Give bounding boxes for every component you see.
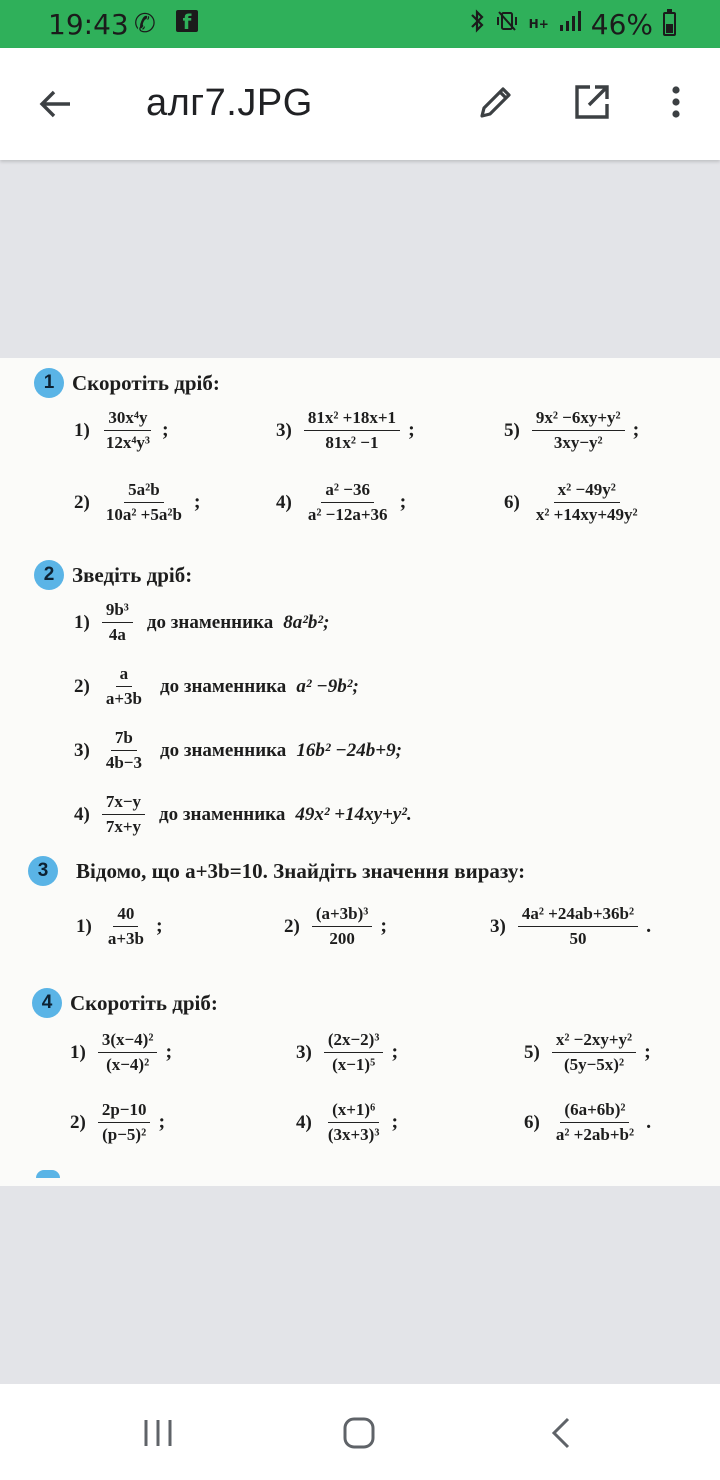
punctuation: ; — [644, 1041, 651, 1063]
task-1-item — [276, 408, 415, 453]
numerator: (6a+6b)² — [560, 1100, 629, 1123]
more-vert-icon[interactable] — [662, 80, 690, 124]
back-arrow-icon[interactable] — [34, 82, 78, 126]
punctuation: ; — [391, 1041, 399, 1063]
item-label: 4) — [296, 1111, 312, 1133]
punctuation: . — [646, 1111, 652, 1133]
denominator: (5y−5x)² — [563, 1055, 625, 1074]
denominator: a+3b — [107, 929, 144, 948]
task-4-item — [70, 1100, 165, 1145]
numerator: (x+1)⁶ — [328, 1100, 379, 1123]
target-denominator: a² −9b²; — [296, 675, 359, 697]
task-2-item — [74, 600, 329, 645]
back-icon[interactable] — [548, 1416, 574, 1450]
fraction — [102, 600, 133, 645]
punctuation: ; — [632, 419, 640, 441]
open-external-icon[interactable] — [570, 80, 614, 124]
battery-icon — [663, 12, 676, 36]
denominator: 3xy−y² — [553, 433, 603, 452]
fraction — [532, 408, 625, 453]
denominator: (p−5)² — [102, 1125, 147, 1144]
item-label: 6) — [504, 491, 520, 513]
item-label: 3) — [490, 915, 506, 937]
denominator: 4b−3 — [105, 753, 142, 772]
numerator: 9x² −6xy+y² — [532, 408, 625, 431]
task-title: Скоротіть дріб: — [72, 370, 220, 395]
task-number-badge: 4 — [32, 988, 62, 1018]
status-right — [469, 8, 676, 40]
task-4-item — [524, 1100, 651, 1145]
task-3-item — [76, 904, 163, 949]
task-1-item — [276, 480, 406, 525]
task-title: Скоротіть дріб: — [70, 990, 218, 1015]
network-type: H+ — [528, 17, 549, 31]
next-task-badge-cropped — [36, 1170, 60, 1178]
item-label: 2) — [70, 1111, 86, 1133]
task-3-header — [28, 856, 525, 886]
task-3-item — [284, 904, 387, 949]
numerator: 7x−y — [102, 792, 145, 815]
numerator: x² −49y² — [554, 480, 620, 503]
item-label: 5) — [524, 1041, 540, 1063]
task-4-item — [524, 1030, 651, 1075]
target-denominator: 16b² −24b+9; — [296, 739, 402, 761]
numerator: 5a²b — [124, 480, 164, 503]
task-4-item — [296, 1100, 398, 1145]
task-1-item — [74, 408, 169, 453]
app-bar — [0, 48, 720, 160]
task-3-item — [490, 904, 651, 949]
punctuation: . — [646, 915, 652, 937]
item-label: 3) — [74, 739, 90, 761]
numerator: 2p−10 — [98, 1100, 151, 1123]
recent-apps-icon[interactable] — [142, 1418, 174, 1448]
fraction — [324, 1100, 384, 1145]
task-title: Зведіть дріб: — [72, 562, 193, 587]
item-label: 5) — [504, 419, 520, 441]
denominator: 81x² −1 — [325, 433, 379, 452]
fraction — [312, 904, 373, 949]
status-bar — [0, 0, 720, 48]
target-denominator: 49x² +14xy+y². — [295, 803, 412, 825]
battery-percent: 46% — [590, 7, 653, 41]
task-title: Відомо, що a+3b=10. Знайдіть значення виразу: — [76, 858, 526, 883]
bluetooth-icon — [469, 9, 485, 39]
edit-pencil-icon[interactable] — [474, 80, 518, 124]
network-icon — [529, 18, 549, 30]
fraction — [98, 1030, 158, 1075]
fraction — [304, 480, 392, 525]
task-2-item — [74, 728, 402, 773]
fraction — [104, 904, 148, 949]
denominator: 200 — [329, 929, 355, 948]
numerator: x² −2xy+y² — [552, 1030, 636, 1053]
fraction — [552, 1100, 638, 1145]
numerator: a — [116, 664, 133, 687]
denominator: (3x+3)³ — [327, 1125, 380, 1144]
item-label: 1) — [70, 1041, 86, 1063]
connector-text: до знаменника — [159, 803, 286, 825]
numerator: 40 — [113, 904, 138, 927]
task-4-item — [296, 1030, 398, 1075]
home-icon[interactable] — [342, 1416, 376, 1450]
fraction — [532, 480, 642, 525]
numerator: 4a² +24ab+36b² — [518, 904, 638, 927]
connector-text: до знаменника — [159, 739, 287, 761]
denominator: 12x⁴y³ — [105, 433, 151, 452]
punctuation: ; — [391, 1111, 399, 1133]
fraction — [102, 792, 145, 837]
task-number-badge: 3 — [28, 856, 58, 886]
denominator: (x−4)² — [106, 1055, 150, 1074]
task-number-badge: 2 — [34, 560, 64, 590]
denominator: a+3b — [105, 689, 142, 708]
numerator: 7b — [111, 728, 137, 751]
task-4-item — [70, 1030, 172, 1075]
task-1-item — [504, 480, 646, 525]
task-4-header — [32, 988, 218, 1018]
connector-text: до знаменника — [146, 611, 274, 633]
signal-icon — [559, 10, 581, 38]
numerator: 9b³ — [102, 600, 133, 623]
vibrate-icon — [495, 9, 519, 39]
task-1-item — [504, 408, 639, 453]
denominator: (x−1)⁵ — [332, 1055, 376, 1074]
denominator: 4a — [108, 625, 126, 644]
fraction — [518, 904, 638, 949]
denominator: 10a² +5a²b — [105, 505, 182, 524]
item-label: 4) — [74, 803, 90, 825]
textbook-photo — [0, 358, 720, 1186]
fraction — [102, 664, 146, 709]
task-number-badge: 1 — [34, 368, 64, 398]
punctuation: ; — [162, 419, 169, 441]
punctuation: ; — [193, 491, 201, 513]
fraction — [304, 408, 400, 453]
task-1-header — [34, 368, 220, 398]
denominator: x² +14xy+49y² — [535, 505, 638, 524]
navigation-bar — [0, 1384, 720, 1480]
punctuation: ; — [408, 419, 415, 441]
denominator: a² +2ab+b² — [555, 1125, 635, 1144]
fraction — [102, 728, 146, 773]
numerator: (2x−2)³ — [324, 1030, 384, 1053]
fraction — [102, 408, 154, 453]
item-label: 4) — [276, 491, 292, 513]
connector-text: до знаменника — [159, 675, 287, 697]
item-label: 3) — [296, 1041, 312, 1063]
target-denominator: 8a²b²; — [283, 611, 330, 633]
denominator: 50 — [569, 929, 587, 948]
item-label: 2) — [74, 675, 90, 697]
call-icon: ✆ — [134, 8, 156, 38]
item-label: 1) — [74, 419, 90, 441]
punctuation: ; — [158, 1111, 166, 1133]
facebook-icon: f — [176, 10, 198, 32]
item-label: 1) — [74, 611, 90, 633]
denominator: a² −12a+36 — [307, 505, 388, 524]
numerator: a² −36 — [321, 480, 374, 503]
task-2-item — [74, 792, 412, 837]
numerator: 3(x−4)² — [98, 1030, 158, 1053]
numerator: (a+3b)³ — [312, 904, 373, 927]
item-label: 6) — [524, 1111, 540, 1133]
fraction — [102, 480, 186, 525]
task-2-item — [74, 664, 359, 709]
image-viewer[interactable] — [0, 160, 720, 1384]
item-label: 3) — [276, 419, 292, 441]
task-1-item — [74, 480, 201, 525]
fraction — [98, 1100, 151, 1145]
punctuation: ; — [155, 915, 163, 937]
task-2-header — [34, 560, 192, 590]
numerator: 30x⁴y — [104, 408, 151, 431]
file-title: алг7.JPG — [146, 82, 313, 124]
punctuation: ; — [380, 915, 388, 937]
punctuation: ; — [165, 1041, 173, 1063]
item-label: 1) — [76, 915, 92, 937]
fraction — [324, 1030, 384, 1075]
status-time: 19:43 — [48, 8, 129, 41]
fraction — [552, 1030, 636, 1075]
item-label: 2) — [74, 491, 90, 513]
numerator: 81x² +18x+1 — [304, 408, 400, 431]
item-label: 2) — [284, 915, 300, 937]
punctuation: ; — [399, 491, 407, 513]
denominator: 7x+y — [105, 817, 142, 836]
